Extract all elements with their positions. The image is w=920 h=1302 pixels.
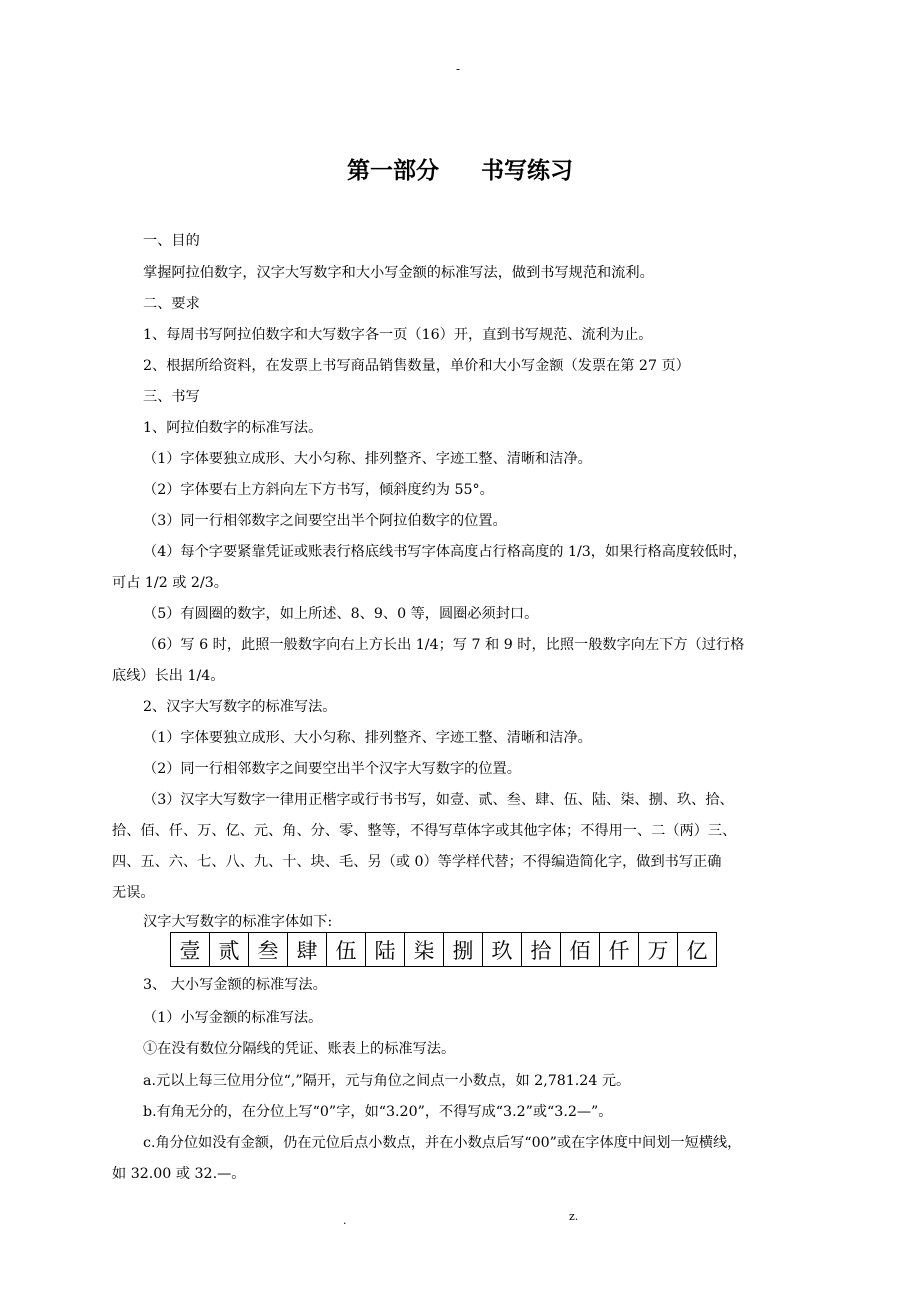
numeral-cell: 陆 [366,933,405,967]
title-name: 书写练习 [481,158,573,184]
paragraph: c.角分位如没有金额，仍在元位后点小数点，并在小数点后写“00”或在字体度中间划一短横线， [143,1135,742,1151]
numeral-cell: 佰 [561,933,600,967]
title-part: 第一部分 [347,158,439,184]
paragraph-continued: 可占 1/2 或 2/3。 [112,575,228,591]
numeral-cell: 万 [639,933,678,967]
numeral-row [171,933,717,967]
subheading: 2、汉字大写数字的标准写法。 [143,699,337,715]
paragraph: 掌握阿拉伯数字，汉字大写数字和大小写金额的标准写法，做到书写规范和流利。 [143,265,654,281]
paragraph-continued: 底线）长出 1/4。 [112,668,225,684]
numeral-cell: 肆 [288,933,327,967]
paragraph-continued: 如 32.00 或 32.—。 [112,1166,246,1182]
subheading: 1、阿拉伯数字的标准写法。 [143,420,323,436]
numeral-table-label: 汉字大写数字的标准字体如下: [143,914,333,930]
numeral-cell: 壹 [171,933,210,967]
numeral-cell: 仟 [600,933,639,967]
paragraph: （5）有圆圈的数字，如上所述、8、9、0 等，圆圈必须封口。 [143,606,539,622]
paragraph: （4）每个字要紧靠凭证或账表行格底线书写字体高度占行格高度的 1/3，如果行格高度较低时， [143,544,747,560]
footer-left: . [343,1214,347,1227]
subheading: 3、 大小写金额的标准写法。 [143,977,327,993]
paragraph: 1、每周书写阿拉伯数字和大写数字各一页（16）开，直到书写规范、流利为止。 [143,327,653,343]
paragraph: ①在没有数位分隔线的凭证、账表上的标准写法。 [143,1041,456,1057]
heading-purpose: 一、目的 [143,233,200,249]
paragraph-continued: 拾、佰、仟、万、亿、元、角、分、零、整等，不得写草体字或其他字体；不得用一、二（两）三、 [112,823,737,839]
paragraph: （2）字体要右上方斜向左下方书写，倾斜度约为 55°。 [143,482,494,498]
page-title [0,152,920,185]
paragraph: （2）同一行相邻数字之间要空出半个汉字大写数字的位置。 [143,761,521,777]
paragraph: （3）汉字大写数字一律用正楷字或行书书写，如壹、贰、叁、肆、伍、陆、柒、捌、玖、拾、 [143,792,734,808]
paragraph: a.元以上每三位用分位“,”隔开，元与角位之间点一小数点，如 2,781.24 元。 [143,1073,631,1089]
paragraph: 2、根据所给资料，在发票上书写商品销售数量，单价和大小写金额（发票在第 27 页） [143,358,690,374]
numeral-cell: 玖 [483,933,522,967]
numeral-cell: 伍 [327,933,366,967]
heading-writing: 三、书写 [143,389,200,405]
numeral-cell: 柒 [405,933,444,967]
paragraph-continued: 无误。 [112,885,155,901]
numeral-table [170,932,717,967]
paragraph: （1）字体要独立成形、大小匀称、排列整齐、字迹工整、清晰和洁净。 [143,451,592,467]
paragraph: b.有角无分的，在分位上写“0”字，如“3.20”，不得写成“3.2”或“3.2—”。 [143,1104,613,1120]
header-mark: - [456,62,461,76]
numeral-cell: 亿 [678,933,717,967]
paragraph-continued: 四、五、六、七、八、九、十、块、毛、另（或 0）等学样代替；不得编造简化字，做到书写正确 [112,854,722,870]
numeral-cell: 拾 [522,933,561,967]
numeral-cell: 捌 [444,933,483,967]
paragraph: （6）写 6 时，此照一般数字向右上方长出 1/4；写 7 和 9 时，比照一般数字向左下方（过行格 [143,637,745,653]
heading-requirements: 二、要求 [143,296,200,312]
paragraph: （3）同一行相邻数字之间要空出半个阿拉伯数字的位置。 [143,513,507,529]
paragraph: （1）字体要独立成形、大小匀称、排列整齐、字迹工整、清晰和洁净。 [143,730,592,746]
footer-right: z. [569,1210,579,1223]
paragraph: （1）小写金额的标准写法。 [143,1010,323,1026]
numeral-cell: 贰 [210,933,249,967]
numeral-cell: 叁 [249,933,288,967]
